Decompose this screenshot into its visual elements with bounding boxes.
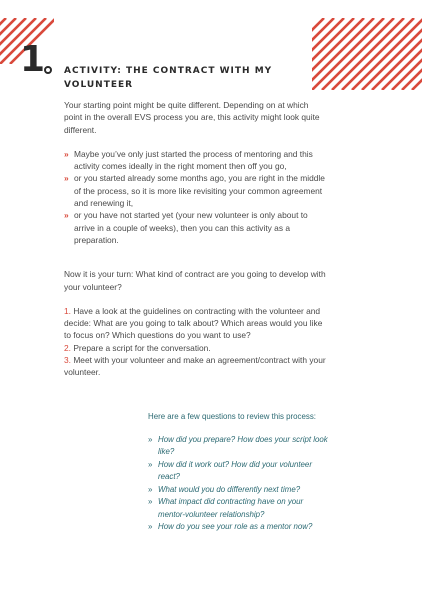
review-question-text: What impact did contracting have on your mentor-volunteer relationship? <box>158 497 304 519</box>
step-number: 2. <box>64 342 71 353</box>
review-question <box>148 484 330 497</box>
review-question-text: How did you prepare? How does your script look like? <box>158 434 328 456</box>
review-question-text: How did it work out? How did your volunteer react? <box>158 459 312 481</box>
step-text: Meet with your volunteer and make an agreement/contract with your volunteer. <box>64 355 326 378</box>
review-section <box>148 411 330 534</box>
scenario-item <box>64 172 326 209</box>
step-item <box>64 354 326 379</box>
review-question-text: How do you see your role as a mentor now? <box>158 522 313 531</box>
page-title: ACTIVITY: THE CONTRACT WITH MY VOLUNTEER <box>64 66 273 90</box>
bullet-marker: » <box>148 459 153 469</box>
chapter-dot <box>44 66 52 74</box>
decorative-stripes-right <box>312 18 422 90</box>
step-item <box>64 305 326 342</box>
scenario-list <box>64 148 326 246</box>
bullet-marker: » <box>148 434 153 444</box>
step-item <box>64 342 326 354</box>
review-question <box>148 434 330 459</box>
review-question <box>148 459 330 484</box>
scenario-text: or you have not started yet (your new volunteer is only about to arrive in a couple of weeks), then you can this activity as a preparation. <box>74 210 308 245</box>
step-number: 3. <box>64 355 71 366</box>
review-question-list <box>148 434 330 534</box>
bullet-marker: » <box>64 210 69 221</box>
intro-paragraph: Your starting point might be quite different. Depending on at which point in the overall EVS process you are, this activity might look quite different. <box>64 100 320 135</box>
scenario-item <box>64 148 326 173</box>
turn-paragraph: Now it is your turn: What kind of contract are you going to develop with your volunteer? <box>64 269 326 292</box>
review-intro: Here are a few questions to review this process: <box>148 412 316 421</box>
scenario-text: or you started already some months ago, you are right in the middle of the process, so it is more like revisiting your common agreement and renewing it, <box>74 173 325 209</box>
main-content <box>64 99 326 379</box>
bullet-marker: » <box>64 148 69 159</box>
bullet-marker: » <box>64 173 69 184</box>
bullet-marker: » <box>148 497 153 506</box>
scenario-text: Maybe you’ve only just started the process of mentoring and this activity comes ideally in the right moment then off you go, <box>74 148 313 172</box>
bullet-marker: » <box>148 484 153 494</box>
step-text: Prepare a script for the conversation. <box>73 342 211 353</box>
review-question-text: What would you do differently next time? <box>158 484 301 494</box>
step-number: 1. <box>64 305 71 316</box>
chapter-number: 1 <box>20 39 46 80</box>
step-text: Have a look at the guidelines on contracting with the volunteer and decide: What are you going to talk about? Which areas would you like to focus on? Which questions do you want to use? <box>64 305 323 341</box>
review-question <box>148 496 330 521</box>
review-question <box>148 521 330 534</box>
step-list <box>64 305 326 379</box>
scenario-item <box>64 209 326 246</box>
bullet-marker: » <box>148 522 153 531</box>
